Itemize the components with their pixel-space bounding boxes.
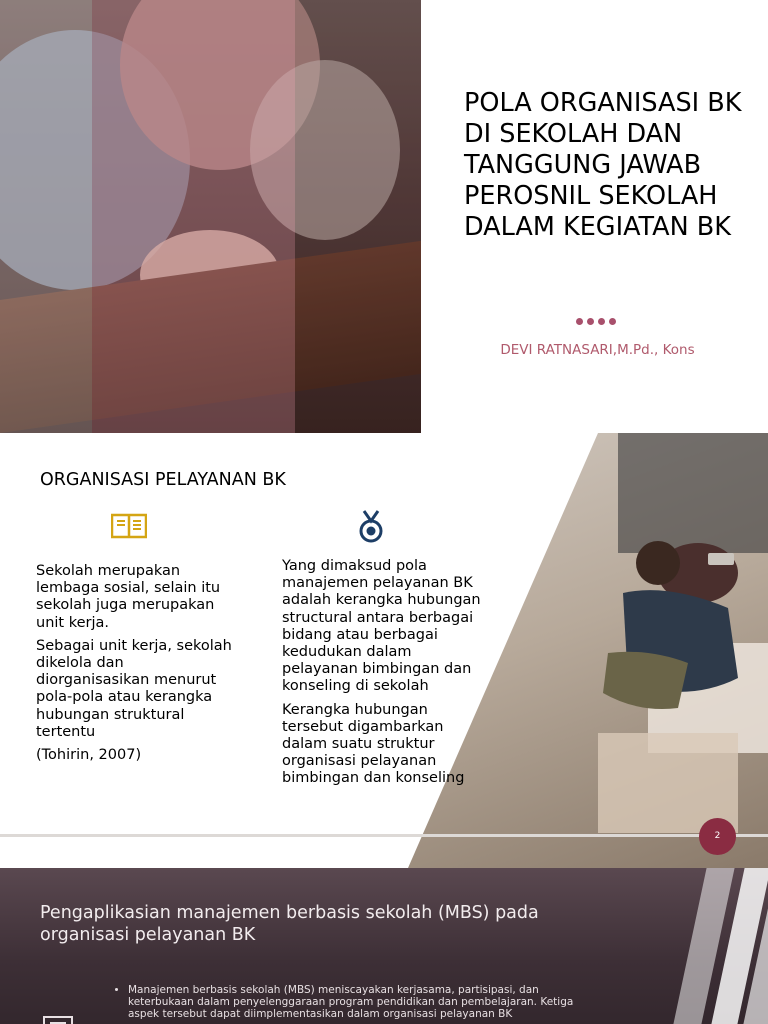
- content-slide-3: [0, 868, 768, 1024]
- bullet-item: • Manajemen berbasis sekolah (MBS) meniscayakan kerjasama, partisipasi, dan keterbukaan dalam penyelenggaraan program pendidikan dan pembelajaran. Ketiga aspek tersebut dapat diimplementasikan dalam organisasi pelayanan BK: [128, 984, 588, 1021]
- column-right: [282, 558, 482, 833]
- section-title: ORGANISASI PELAYANAN BK: [40, 470, 286, 490]
- presentation-title: POLA ORGANISASI BK DI SEKOLAH DAN TANGGUNG JAWAB PEROSNIL SEKOLAH DALAM KEGIATAN BK: [464, 88, 742, 242]
- dots-divider: [576, 318, 622, 326]
- bullet-list: [116, 984, 588, 1021]
- title-slide: [0, 0, 768, 433]
- classroom-photo: [0, 0, 421, 433]
- divider: [0, 834, 768, 837]
- paragraph: Sekolah merupakan lembaga sosial, selain itu sekolah juga merupakan unit kerja.: [36, 563, 221, 631]
- page-number-badge: 2: [699, 818, 736, 855]
- content-slide-2: [0, 433, 768, 868]
- document-icon: [42, 1015, 74, 1024]
- medal-icon: [358, 510, 384, 544]
- paragraph: Kerangka hubungan tersebut digambarkan dalam suatu struktur organisasi pelayanan bimbingan dan konseling: [282, 701, 465, 787]
- paragraph: Sebagai unit kerja, sekolah dikelola dan diorganisasikan menurut pola-pola atau kerangka hubungan struktural tertentu: [36, 637, 232, 740]
- citation: (Tohirin, 2007): [36, 747, 142, 764]
- column-left: [36, 563, 236, 770]
- book-icon: [111, 513, 147, 539]
- paragraph: Yang dimaksud pola manajemen pelayanan BK adalah kerangka hubungan structural antara berbagai bidang atau berbagai kedudukan dalam pelayanan bimbingan dan konseling di sekolah: [282, 558, 481, 695]
- author-name: DEVI RATNASARI,M.Pd., Kons: [500, 342, 695, 358]
- section-title: Pengaplikasian manajemen berbasis sekolah (MBS) pada organisasi pelayanan BK: [40, 903, 539, 945]
